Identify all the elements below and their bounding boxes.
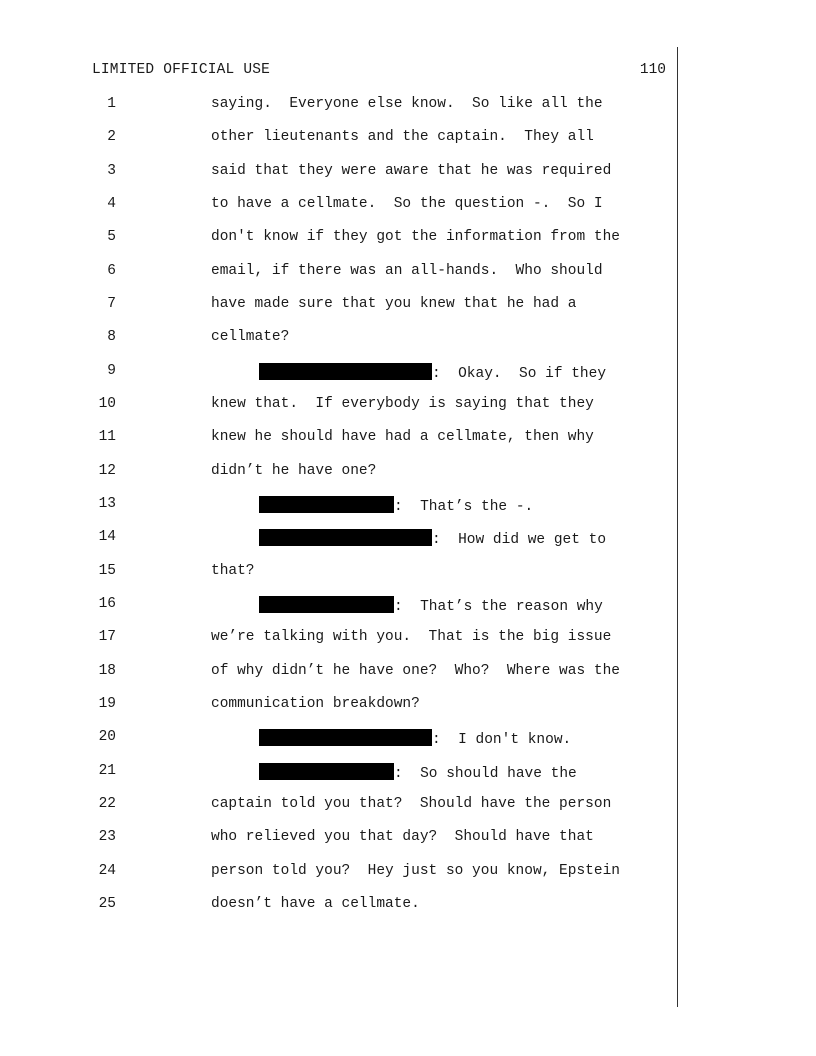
transcript-line <box>0 663 816 683</box>
speaker-line <box>259 529 606 548</box>
transcript-line <box>0 763 816 783</box>
line-text: : That’s the reason why <box>394 599 603 615</box>
line-text: said that they were aware that he was required <box>211 163 612 179</box>
line-number: 11 <box>98 429 116 445</box>
redaction-block <box>259 496 394 513</box>
transcript-line <box>0 729 816 749</box>
redaction-block <box>259 763 394 780</box>
line-number: 7 <box>107 296 116 312</box>
transcript-line <box>0 263 816 283</box>
transcript-line <box>0 163 816 183</box>
line-number: 14 <box>98 529 116 545</box>
transcript-line <box>0 363 816 383</box>
line-number: 4 <box>107 196 116 212</box>
line-text: communication breakdown? <box>211 696 420 712</box>
line-text: knew he should have had a cellmate, then why <box>211 429 594 445</box>
line-text: email, if there was an all-hands. Who should <box>211 263 603 279</box>
line-number: 20 <box>98 729 116 745</box>
line-number: 16 <box>98 596 116 612</box>
line-number: 9 <box>107 363 116 379</box>
line-number: 6 <box>107 263 116 279</box>
speaker-line <box>259 763 577 782</box>
transcript-line <box>0 329 816 349</box>
transcript-line <box>0 396 816 416</box>
transcript-line <box>0 463 816 483</box>
line-text: captain told you that? Should have the person <box>211 796 612 812</box>
line-text: don't know if they got the information from the <box>211 229 620 245</box>
line-text: : That’s the -. <box>394 499 534 515</box>
line-number: 2 <box>107 129 116 145</box>
line-number: 17 <box>98 629 116 645</box>
transcript-line <box>0 529 816 549</box>
transcript-line <box>0 229 816 249</box>
line-number: 22 <box>98 796 116 812</box>
transcript-line <box>0 696 816 716</box>
line-text: to have a cellmate. So the question -. So I <box>211 196 603 212</box>
classification-header: LIMITED OFFICIAL USE <box>92 62 271 78</box>
redaction-block <box>259 363 432 380</box>
line-number: 24 <box>98 863 116 879</box>
redaction-block <box>259 729 432 746</box>
transcript-line <box>0 196 816 216</box>
line-number: 10 <box>98 396 116 412</box>
line-text: : How did we get to <box>432 532 607 548</box>
line-text: who relieved you that day? Should have that <box>211 829 594 845</box>
redaction-block <box>259 529 432 546</box>
transcript-line <box>0 863 816 883</box>
line-number: 25 <box>98 896 116 912</box>
line-number: 1 <box>107 96 116 112</box>
line-number: 5 <box>107 229 116 245</box>
line-text: have made sure that you knew that he had a <box>211 296 577 312</box>
line-number: 8 <box>107 329 116 345</box>
transcript-line <box>0 429 816 449</box>
line-text: : So should have the <box>394 766 577 782</box>
line-number: 15 <box>98 563 116 579</box>
line-text: cellmate? <box>211 329 290 345</box>
line-number: 19 <box>98 696 116 712</box>
line-number: 3 <box>107 163 116 179</box>
speaker-line <box>259 363 606 382</box>
line-text: : Okay. So if they <box>432 366 607 382</box>
transcript-line <box>0 496 816 516</box>
speaker-line <box>259 496 533 515</box>
transcript-line <box>0 596 816 616</box>
transcript-line <box>0 829 816 849</box>
transcript-line <box>0 96 816 116</box>
line-text: we’re talking with you. That is the big issue <box>211 629 612 645</box>
page-number: 110 <box>639 62 666 78</box>
transcript-line <box>0 796 816 816</box>
line-text: knew that. If everybody is saying that they <box>211 396 594 412</box>
line-text: doesn’t have a cellmate. <box>211 896 420 912</box>
line-text: that? <box>211 563 255 579</box>
line-number: 18 <box>98 663 116 679</box>
line-number: 12 <box>98 463 116 479</box>
line-number: 23 <box>98 829 116 845</box>
line-text: saying. Everyone else know. So like all the <box>211 96 603 112</box>
line-text: : I don't know. <box>432 732 572 748</box>
speaker-line <box>259 596 603 615</box>
line-text: other lieutenants and the captain. They all <box>211 129 594 145</box>
line-number: 13 <box>98 496 116 512</box>
transcript-line <box>0 129 816 149</box>
transcript-line <box>0 896 816 916</box>
transcript-line <box>0 629 816 649</box>
line-text: of why didn’t he have one? Who? Where was the <box>211 663 620 679</box>
line-text: didn’t he have one? <box>211 463 377 479</box>
redaction-block <box>259 596 394 613</box>
line-text: person told you? Hey just so you know, Epstein <box>211 863 620 879</box>
transcript-line <box>0 296 816 316</box>
speaker-line <box>259 729 571 748</box>
transcript-line <box>0 563 816 583</box>
line-number: 21 <box>98 763 116 779</box>
